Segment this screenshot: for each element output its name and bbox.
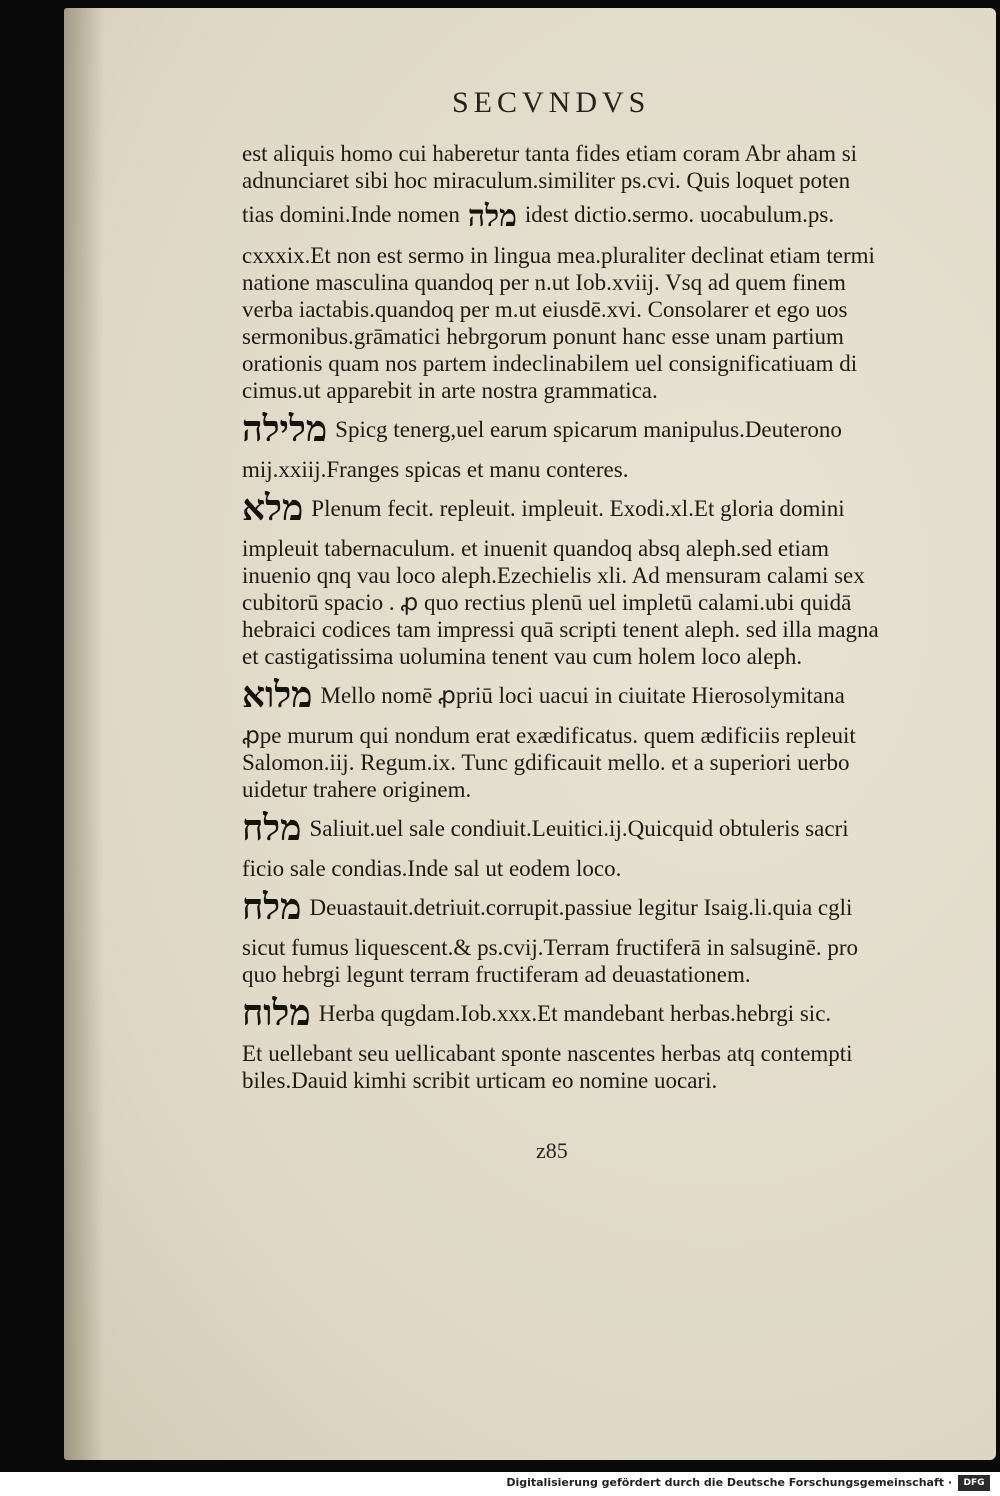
text-line: Et uellebant seu uellicabant sponte nascentes herbas atq contempti <box>242 1041 853 1066</box>
text-line: ficio sale condias.Inde sal ut eodem loco. <box>242 856 622 881</box>
text-line: hebraici codices tam impressi quā scripti tenent aleph. sed illa magna <box>242 617 879 642</box>
text-line: cubitorū spacio . ꝓ quo rectius plenū uel impletū calami.ubi quidā <box>242 590 852 615</box>
entry-line <box>242 996 942 1030</box>
dfg-logo: DFG <box>958 1475 990 1491</box>
entry-line <box>242 890 942 924</box>
entry-line <box>242 678 942 712</box>
hebrew-word: מלח <box>242 890 302 924</box>
text-line: impleuit tabernaculum. et inuenit quandoq absq aleph.sed etiam <box>242 536 829 561</box>
page-gutter-shadow <box>64 8 104 1460</box>
hebrew-word: מלילה <box>242 412 328 446</box>
text-line: inuenio qnq vau loco aleph.Ezechielis xli. Ad mensuram calami sex <box>242 563 865 588</box>
line-text: Saliuit.uel sale condiuit.Leuitici.ij.Quicquid obtuleris sacri <box>309 816 849 841</box>
entry-line <box>242 491 942 525</box>
text-line: adnunciaret sibi hoc miraculum.similiter ps.cvi. Quis loquet poten <box>242 168 851 193</box>
text-line: quo hebrgi legunt terram fructiferam ad deuastationem. <box>242 962 751 987</box>
line-text: Plenum fecit. repleuit. impleuit. Exodi.xl.Et gloria domini <box>311 496 845 521</box>
footer-credit: Digitalisierung gefördert durch die Deutsche Forschungsgemeinschaft · <box>506 1476 952 1489</box>
text-line: est aliquis homo cui haberetur tanta fides etiam coram Abr aham si <box>242 141 858 166</box>
line-text-before: tias domini.Inde nomen <box>242 202 460 227</box>
text-line: mij.xxiij.Franges spicas et manu conteres. <box>242 457 629 482</box>
hebrew-word: מלא <box>242 491 304 525</box>
footer-bar <box>0 1472 1000 1496</box>
text-line: et castigatissima uolumina tenent vau cum holem loco aleph. <box>242 644 803 669</box>
running-header: SECVNDVS <box>452 86 651 119</box>
line-text: Mello nomē ꝓpriū loci uacui in ciuitate Hierosolymitana <box>320 683 845 708</box>
entry-line <box>242 811 942 845</box>
line-text: idest dictio.sermo. uocabulum.ps. <box>524 202 835 227</box>
line-text: Herba qugdam.Iob.xxx.Et mandebant herbas.hebrgi sic. <box>318 1001 832 1026</box>
text-line: orationis quam nos partem indeclinabilem uel consignificatiuam di <box>242 351 858 376</box>
text-line: cimus.ut apparebit in arte nostra grammatica. <box>242 378 658 403</box>
text-column <box>242 140 942 1094</box>
line-text: Spicg tenerg,uel earum spicarum manipulus.Deuterono <box>335 417 842 442</box>
text-line: sicut fumus liquescent.& ps.cvij.Terram fructiferā in salsuginē. pro <box>242 935 859 960</box>
text-line: biles.Dauid kimhi scribit urticam eo nomine uocari. <box>242 1068 718 1093</box>
text-line: natione masculina quandoq per n.ut Iob.xviij. Vsq ad quem finem <box>242 270 846 295</box>
hebrew-word: מלה <box>467 199 517 232</box>
text-line-with-hebrew <box>242 198 942 232</box>
hebrew-word: מלח <box>242 811 302 845</box>
hebrew-word: מלוח <box>242 996 311 1030</box>
entry-line <box>242 412 942 446</box>
text-line: sermonibus.grāmatici hebrgorum ponunt hanc esse unam partium <box>242 324 844 349</box>
text-line: ꝓpe murum qui nondum erat exædificatus. quem ædificiis repleuit <box>242 723 856 748</box>
line-text: Deuastauit.detriuit.corrupit.passiue legitur Isaig.li.quia cgli <box>309 895 853 920</box>
text-line: cxxxix.Et non est sermo in lingua mea.pluraliter declinat etiam termi <box>242 243 875 268</box>
page-number: z85 <box>536 1138 568 1163</box>
text-line: uidetur trahere originem. <box>242 777 472 802</box>
text-line: Salomon.iij. Regum.ix. Tunc gdificauit mello. et a superiori uerbo <box>242 750 850 775</box>
hebrew-word: מלוא <box>242 678 313 712</box>
text-line: verba iactabis.quandoq per m.ut eiusdē.xvi. Consolarer et ego uos <box>242 297 848 322</box>
